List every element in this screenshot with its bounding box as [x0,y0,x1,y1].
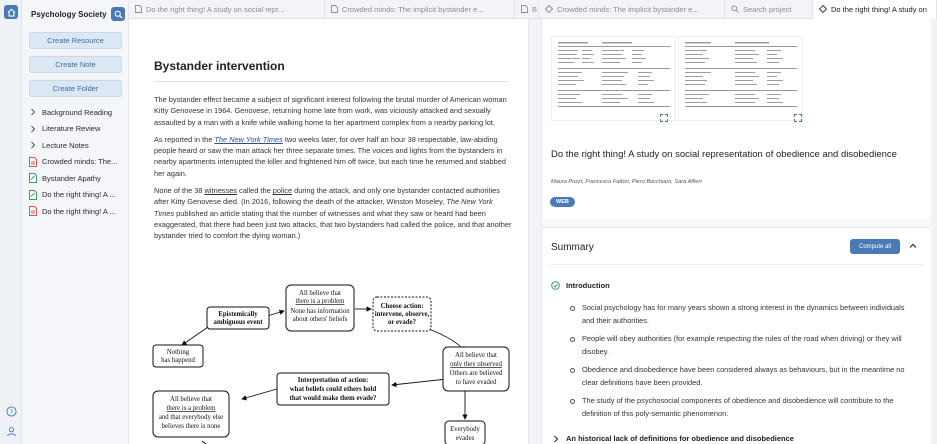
summary-panel [542,227,930,444]
expand-icon[interactable] [794,114,802,122]
list-item: The study of the psychosocial components of obedience and disobedience will contribute to the definition of this poly-semantic phenomenon. [568,394,913,420]
svg-text:All believe that: All believe that [299,290,341,297]
svg-text:Epistemically: Epistemically [218,311,258,318]
section-historical-lack[interactable] [551,434,794,443]
bystander-diagram [147,281,517,444]
note-icon [28,190,37,200]
tag-icon [545,5,553,15]
svg-text:Everybody: Everybody [450,426,480,433]
user-icon[interactable] [5,425,17,437]
paragraph: As reported in the The New York Times two weeks later, for over half an hour 38 respectable, law-abiding people heard or saw the man attack her three separate times. The voices and lights from the bystanders in nearby apartments interrupted the killer and frightened him off twice, but each time he returned and stabbed her again. [154,134,506,178]
home-icon[interactable] [4,5,18,19]
sidebar-item-label: Literature Review [42,124,101,134]
resource-panel [542,19,937,444]
svg-text:Others are believed: Others are believed [449,370,503,377]
create-resource-button[interactable]: Create Resource [29,32,122,49]
summary-bullet-list [568,301,913,425]
svg-text:only they observed: only they observed [450,361,502,368]
note-editor[interactable] [129,19,528,444]
svg-text:evades: evades [455,435,475,442]
sidebar-item-label: Lecture Notes [42,140,89,150]
tab-bar [129,0,937,19]
sidebar-item-label: Do the right thing! A ... [42,190,116,200]
chevron-right-icon [28,107,37,117]
app-rail [0,0,22,444]
scrollbar[interactable] [932,19,937,444]
help-icon[interactable] [5,405,17,417]
sidebar-item-crowded-minds[interactable] [28,154,128,171]
sidebar-item-literature-review[interactable] [28,121,128,138]
compute-all-button[interactable]: Compute all [850,239,900,254]
sidebar-item-label: Bystander Apathy [42,173,101,183]
svg-text:All believe that: All believe that [170,396,212,403]
witnesses-link[interactable]: witnesses [204,186,237,196]
svg-text:?: ? [9,407,13,416]
section-introduction[interactable] [551,281,610,290]
tab-label: B [532,5,538,14]
list-item: Social psychology has for many years shown a strong interest in the dynamics between individuals and their authorities. [568,301,913,327]
chevron-right-icon [551,434,560,443]
resource-card [542,19,930,219]
svg-text:what beliefs could others hold: what beliefs could others hold [289,386,377,393]
svg-text:or evade?: or evade? [387,319,417,326]
search-icon [731,5,739,15]
check-circle-icon [551,281,560,290]
svg-text:Nothing: Nothing [166,349,190,356]
svg-text:has happend: has happend [161,357,195,364]
sidebar-item-lecture-notes[interactable] [28,137,128,154]
pane-splitter[interactable] [528,19,542,444]
sidebar-item-label: Background Reading [42,107,113,117]
project-title: Psychology Society [31,9,107,19]
note-icon [28,173,37,183]
tab-label: Crowded minds: The implicit bystander e... [557,5,699,14]
tab-crowded-minds-doc[interactable] [325,0,515,19]
svg-text:None has information: None has information [290,308,350,315]
svg-text:that would make them evade?: that would make them evade? [289,395,377,402]
nyt-link[interactable]: The New York Times [214,134,283,144]
svg-text:Choose action:: Choose action: [380,303,424,310]
svg-text:and that everybody else: and that everybody else [158,414,224,421]
paragraph: None of the 38 witnesses called the police during the attack, and only one bystander contacted authorities after Kitty Genovese died. (In 2016, following the death of the attacker, Winston Moseley, The New York Times published an article stating that the number of witnesses and what they saw or heard had been exaggerated, that there had been just two attacks, that two bystanders had called the police, and that another bystander tried to comfort the dying woman.) [154,186,512,241]
document-heading: Bystander intervention [154,59,285,73]
list-item: Obedience and disobedience have been considered always as behaviours, but in the meantime no clear definitions have been provided. [568,363,913,389]
document-body [154,94,512,248]
sidebar-item-do-the-right-thing-pdf[interactable] [28,203,128,220]
summary-title: Summary [551,242,594,253]
chevron-up-icon[interactable] [908,241,918,251]
create-note-button[interactable]: Create Note [29,56,122,73]
tab-bystander[interactable] [515,0,539,19]
sidebar-item-label: Do the right thing! A ... [42,206,116,216]
tab-label: Do the right thing! A study on [831,5,927,14]
svg-text:ambiguous event: ambiguous event [213,319,263,326]
expand-icon[interactable] [660,114,668,122]
tab-crowded-minds-summary[interactable] [539,0,725,19]
document-icon [521,5,528,15]
svg-text:All believe that: All believe that [455,352,497,359]
tab-label: Crowded minds: The implicit bystander e... [342,5,484,14]
paper-authors: Maura Pozzi, Francesco Fattori, Piero Bocchiaro, Sara Alfieri [551,179,702,185]
paper-title: Do the right thing! A study on social representation of obedience and disobedience [551,149,897,160]
tab-search-project[interactable] [725,0,813,19]
create-folder-button[interactable]: Create Folder [29,80,122,97]
document-icon [331,5,338,15]
pdf-page-thumbnail[interactable] [678,36,803,121]
svg-text:there is a problem: there is a problem [166,405,216,412]
svg-text:believes there is none: believes there is none [161,423,221,430]
svg-text:about others' beliefs: about others' beliefs [292,316,348,323]
svg-text:intervene, observe,: intervene, observe, [374,311,430,318]
section-label: Introduction [566,281,610,290]
document-icon [135,5,142,15]
sidebar-item-bystander-apathy[interactable] [28,170,128,187]
section-label: An historical lack of definitions for obedience and disobedience [566,434,794,443]
tab-do-the-right-thing-doc[interactable] [129,0,325,19]
police-link[interactable]: police [272,186,293,196]
summary-divider [551,264,923,265]
paragraph: The bystander effect became a subject of significant interest following the brutal murder of American woman Kitty Genovese in 1964. Genovese, returning home late from work, was viciously attacked and sexually assaulted by a man with a knife while walking home to her apartment complex from a nearby parking lot. [154,95,507,127]
chevron-right-icon [28,140,37,150]
pdf-icon [28,206,37,216]
sidebar-item-label: Crowded minds: The... [42,157,118,167]
chevron-right-icon [28,124,37,134]
tab-label: Search project [743,5,792,14]
sidebar-header [31,7,125,21]
sidebar-item-background-reading[interactable] [28,104,128,121]
svg-text:there is a problem: there is a problem [295,298,345,305]
pdf-page-thumbnail[interactable] [551,36,676,121]
pdf-icon [28,157,37,167]
tab-do-the-right-thing-summary[interactable] [813,0,937,19]
tag-icon [819,5,827,15]
sidebar [22,0,129,444]
search-icon[interactable] [111,7,125,21]
heading-divider [154,81,509,82]
source-badge: WEB [550,197,575,207]
project-tree [28,104,128,220]
tab-label: Do the right thing! A study on social repr... [146,5,285,14]
svg-text:Interpretation of action:: Interpretation of action: [297,377,369,384]
svg-text:to have evaded: to have evaded [455,379,497,386]
list-item: People will obey authorities (for example respecting the rules of the road when driving) or they will disobey. [568,332,913,358]
sidebar-item-do-the-right-thing-note[interactable] [28,187,128,204]
